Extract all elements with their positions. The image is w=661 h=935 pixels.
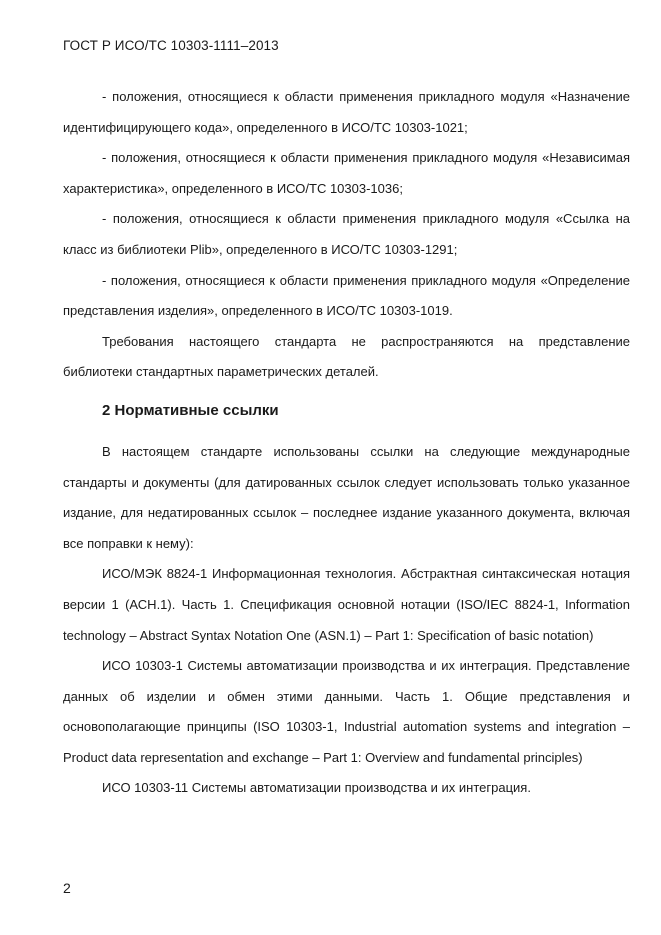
scope-item: - положения, относящиеся к области применения прикладного модуля «Независимая характеристика», определенного в ИСО/ТС 10303-1036; <box>63 150 630 196</box>
section-intro: В настоящем стандарте использованы ссылки на следующие международные стандарты и документы (для датированных ссылок следует использовать только указанное издание, для недатированных ссылок – последнее издание указанного документа, включая все поправки к нему): <box>63 443 630 551</box>
reference-item: ИСО 10303-11 Системы автоматизации производства и их интеграция. <box>102 780 531 796</box>
reference-item: ИСО/МЭК 8824-1 Информационная технология. Абстрактная синтаксическая нотация версии 1 (АСН.1). Часть 1. Спецификация основной нотации (ISO/IEC 8824-1, Information technology – Abstract Syntax Notation One (ASN.1) – Part 1: Specification of basic notation) <box>63 566 630 643</box>
reference-item: ИСО 10303-1 Системы автоматизации производства и их интеграция. Представление данных об изделии и обмен этими данными. Часть 1. Общие представления и основополагающие принципы (ISO 10303-1, Industrial automation systems and integration – Product data representation and exchange – Part 1: Overview and fundamental principles) <box>63 658 630 765</box>
scope-item: - положения, относящиеся к области применения прикладного модуля «Определение представления изделия», определенного в ИСО/ТС 10303-1019. <box>63 272 630 319</box>
section-heading: 2 Нормативные ссылки <box>102 401 279 419</box>
scope-item: - положения, относящиеся к области применения прикладного модуля «Назначение идентифицирующего кода», определенного в ИСО/ТС 10303-1021; <box>63 89 630 135</box>
scope-item: - положения, относящиеся к области применения прикладного модуля «Ссылка на класс из библиотеки Plib», определенного в ИСО/ТС 10303-1291; <box>63 211 630 257</box>
document-header: ГОСТ Р ИСО/ТС 10303-1111–2013 <box>63 38 279 53</box>
page-number: 2 <box>63 880 71 896</box>
scope-exclusion: Требования настоящего стандарта не распространяются на представление библиотеки стандартных параметрических деталей. <box>63 333 630 380</box>
page-body <box>63 82 630 804</box>
